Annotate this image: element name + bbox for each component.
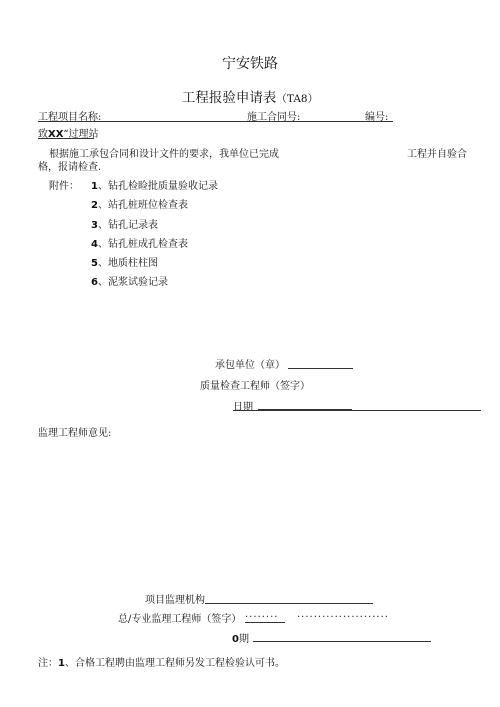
supervisor-date-label: [232, 630, 249, 645]
form-title: 工程报验申请表: [181, 90, 277, 106]
form-code: （TA8）: [276, 93, 319, 105]
form-title-block: [0, 86, 500, 106]
recipient-prefix: 致: [38, 129, 48, 140]
statement-line1-right: 工程并自验合: [407, 149, 467, 160]
attachment-item-1: [91, 177, 218, 192]
supervision-org-label: 项目监理机构: [145, 595, 205, 606]
contractor-date-label: 日期: [233, 402, 253, 413]
recipient-underline: [38, 138, 94, 139]
recipient-name: XX: [48, 129, 64, 140]
attachment-item-3: [91, 216, 158, 231]
attachment-text: 、地质柱柱图: [97, 258, 158, 269]
attachment-num: 1: [91, 181, 98, 192]
attachment-item-6: [91, 273, 168, 288]
chief-engineer-dots-left[interactable]: ........: [245, 609, 279, 620]
attachment-num: 6: [91, 277, 98, 288]
chief-engineer-dots-right[interactable]: ......................: [297, 609, 389, 620]
railway-name: 宁安铁路: [222, 56, 278, 72]
meta-underline: [38, 121, 393, 122]
recipient-suffix: “过理站: [63, 129, 99, 140]
serial-no-label: 编号:: [365, 112, 389, 123]
contractor-long-line: [233, 410, 481, 411]
attachment-num: 4: [91, 239, 98, 250]
attachment-item-2: [91, 196, 188, 211]
footnote: [38, 654, 285, 669]
attachment-text: 、钻孔记录表: [97, 220, 158, 231]
quality-engineer-label: 质量检查工程师（签字）: [200, 381, 310, 392]
attachment-item-4: [91, 235, 188, 250]
attachment-num: 5: [91, 258, 98, 269]
footnote-text: 、合格工程聘由监理工程师另发工程检验认可书。: [64, 658, 285, 669]
project-name-label: 工程项目名称:: [38, 112, 102, 123]
attachment-item-5: [91, 254, 158, 269]
supervision-org-line[interactable]: [205, 603, 373, 604]
statement-line2: 格，报请检查.: [38, 162, 102, 173]
attachments-label: 附件：: [49, 181, 79, 192]
supervisor-date-line[interactable]: [253, 641, 431, 642]
contract-no-label: 施工合同号:: [247, 112, 301, 123]
contractor-unit-line[interactable]: [288, 368, 353, 369]
chief-engineer-label: 总/专业监理工程师（签字）: [118, 614, 242, 625]
attachment-num: 2: [91, 200, 98, 211]
supervisor-date-text: 期: [238, 634, 249, 645]
footnote-num: 1: [58, 658, 65, 669]
attachment-text: 、钻孔检睑批质量验收记录: [97, 181, 218, 192]
contractor-unit-label: 承包单位（章）: [215, 360, 285, 371]
statement-line1-left: 根据施工承包合同和设计文件的要求，我单位已完成: [49, 149, 279, 160]
attachment-text: 、泥浆试验记录: [97, 277, 168, 288]
supervisor-date-prefix: 0: [232, 634, 239, 645]
footnote-prefix: 注：: [38, 658, 58, 669]
attachment-text: 、站孔桩班位检查表: [97, 200, 188, 211]
attachment-num: 3: [91, 220, 98, 231]
chief-engineer-dots-underline: [245, 622, 285, 623]
attachment-text: 、钻孔桩成孔检查表: [97, 239, 188, 250]
supervisor-opinion-label: 监理工程师意见:: [38, 428, 112, 439]
